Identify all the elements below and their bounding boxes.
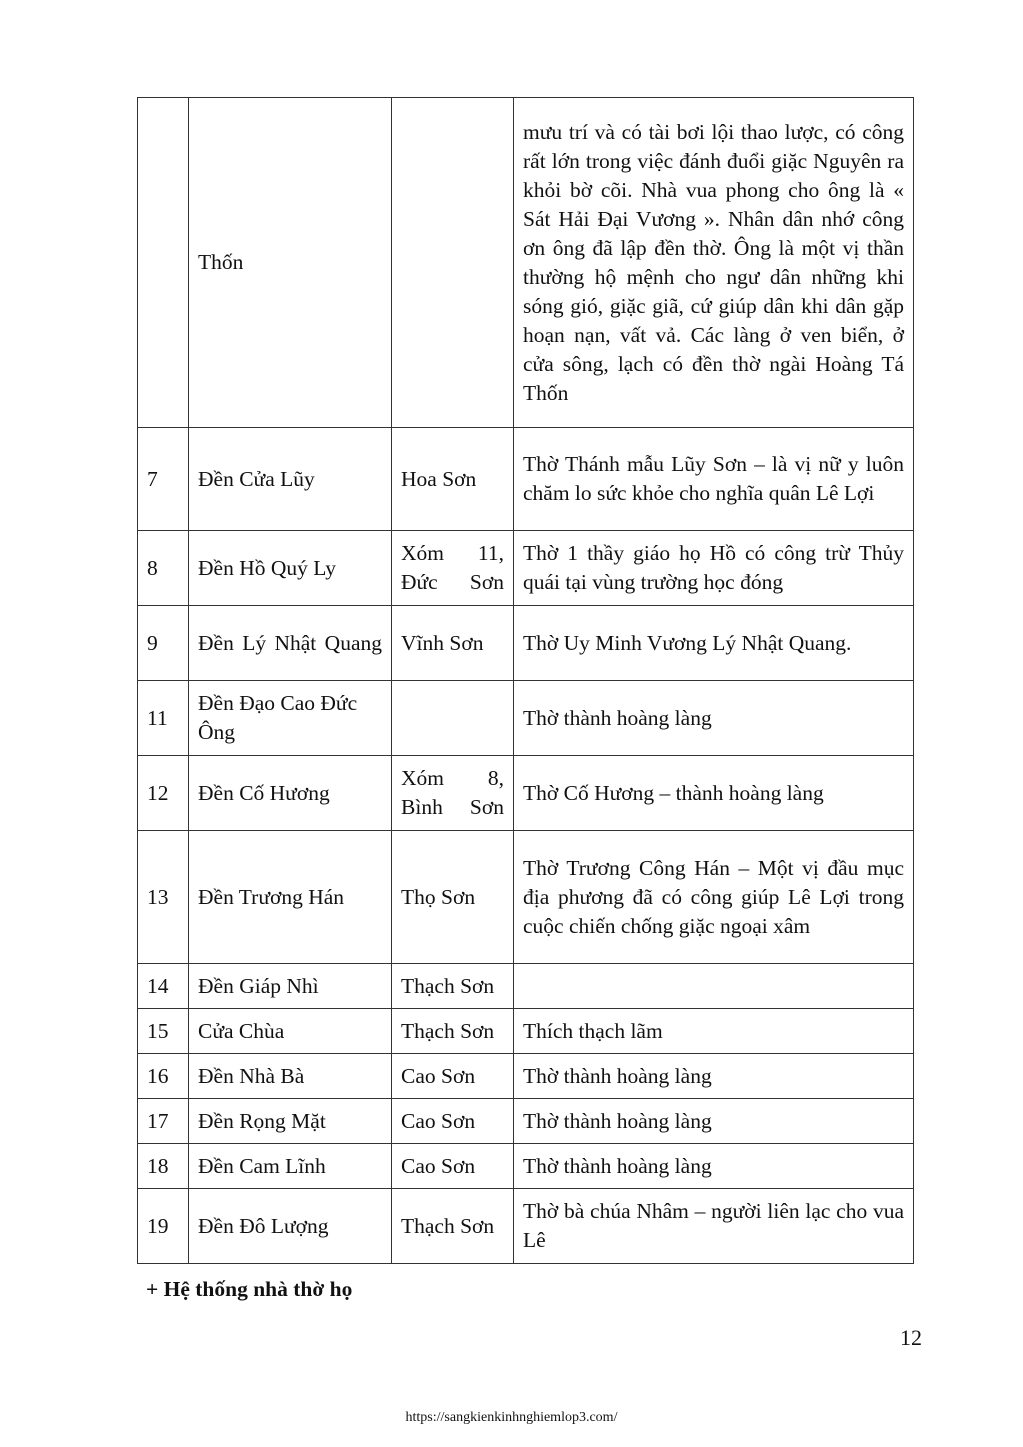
row-number: 9: [138, 606, 189, 681]
temple-name: Cửa Chùa: [189, 1009, 392, 1054]
table-row: [138, 1189, 914, 1264]
temple-location: Cao Sơn: [392, 1099, 514, 1144]
temple-name: Đền Cố Hương: [189, 756, 392, 831]
temple-name: Đền Cam Lĩnh: [189, 1144, 392, 1189]
temple-name: Đền Đạo Cao Đức Ông: [189, 681, 392, 756]
temple-name: Đền Cửa Lũy: [189, 428, 392, 531]
row-number: 14: [138, 964, 189, 1009]
temple-description: Thờ Thánh mẫu Lũy Sơn – là vị nữ y luôn chăm lo sức khỏe cho nghĩa quân Lê Lợi: [514, 428, 914, 531]
table-row: [138, 606, 914, 681]
temple-description: [514, 964, 914, 1009]
table-row: [138, 756, 914, 831]
temple-location: [392, 681, 514, 756]
temple-name: Thốn: [189, 98, 392, 428]
temple-location: Thọ Sơn: [392, 831, 514, 964]
footer-url: https://sangkienkinhnghiemlop3.com/: [405, 1410, 618, 1425]
temple-name: Đền Hồ Quý Ly: [189, 531, 392, 606]
temple-name: Đền Trương Hán: [189, 831, 392, 964]
temple-description: Thờ thành hoàng làng: [514, 1099, 914, 1144]
temple-description: Thờ Trương Công Hán – Một vị đầu mục địa phương đã có công giúp Lê Lợi trong cuộc chiến chống giặc ngoại xâm: [514, 831, 914, 964]
table-row: [138, 831, 914, 964]
row-number: [138, 98, 189, 428]
temple-name: Đền Lý Nhật Quang: [189, 606, 392, 681]
temple-location: Hoa Sơn: [392, 428, 514, 531]
table-row: [138, 428, 914, 531]
page-number: 12: [900, 1325, 922, 1350]
table-row: [138, 1144, 914, 1189]
table-row: [138, 1099, 914, 1144]
table-row: [138, 681, 914, 756]
temple-location: Thạch Sơn: [392, 964, 514, 1009]
temple-description: Thờ thành hoàng làng: [514, 681, 914, 756]
table-row: [138, 1054, 914, 1099]
row-number: 13: [138, 831, 189, 964]
temple-location: Vĩnh Sơn: [392, 606, 514, 681]
temple-name: Đền Nhà Bà: [189, 1054, 392, 1099]
row-number: 19: [138, 1189, 189, 1264]
row-number: 7: [138, 428, 189, 531]
temple-location: Cao Sơn: [392, 1144, 514, 1189]
temple-description: Thờ 1 thầy giáo họ Hồ có công trừ Thủy quái tại vùng trường học đóng: [514, 531, 914, 606]
temple-name: Đền Giáp Nhì: [189, 964, 392, 1009]
temple-name: Đền Đô Lượng: [189, 1189, 392, 1264]
temple-name: Đền Rọng Mặt: [189, 1099, 392, 1144]
temple-location: Xóm 8, Bình Sơn: [392, 756, 514, 831]
row-number: 8: [138, 531, 189, 606]
row-number: 16: [138, 1054, 189, 1099]
table-row: [138, 98, 914, 428]
temple-description: Thờ bà chúa Nhâm – người liên lạc cho vua Lê: [514, 1189, 914, 1264]
temple-description: Thích thạch lãm: [514, 1009, 914, 1054]
temple-description: Thờ thành hoàng làng: [514, 1054, 914, 1099]
temple-location: Thạch Sơn: [392, 1009, 514, 1054]
table-row: [138, 1009, 914, 1054]
section-heading: + Hệ thống nhà thờ họ: [146, 1277, 353, 1301]
temple-description: mưu trí và có tài bơi lội thao lược, có công rất lớn trong việc đánh đuổi giặc Nguyên ra khỏi bờ cõi. Nhà vua phong cho ông là « Sát Hải Đại Vương ». Nhân dân nhớ công ơn ông đã lập đền thờ. Ông là một vị thần thường hộ mệnh cho ngư dân những khi sóng gió, giặc giã, cứ giúp dân khi dân gặp hoạn nạn, vất vả. Các làng ở ven biển, ở cửa sông, lạch có đền thờ ngài Hoàng Tá Thốn: [514, 98, 914, 428]
temple-location: Cao Sơn: [392, 1054, 514, 1099]
table-row: [138, 531, 914, 606]
row-number: 18: [138, 1144, 189, 1189]
table-row: [138, 964, 914, 1009]
temple-location: Xóm 11, Đức Sơn: [392, 531, 514, 606]
temple-description: Thờ Cố Hương – thành hoàng làng: [514, 756, 914, 831]
temple-description: Thờ thành hoàng làng: [514, 1144, 914, 1189]
temple-location: [392, 98, 514, 428]
row-number: 12: [138, 756, 189, 831]
row-number: 17: [138, 1099, 189, 1144]
temple-table: [137, 97, 914, 1264]
temple-location: Thạch Sơn: [392, 1189, 514, 1264]
temple-description: Thờ Uy Minh Vương Lý Nhật Quang.: [514, 606, 914, 681]
row-number: 11: [138, 681, 189, 756]
row-number: 15: [138, 1009, 189, 1054]
